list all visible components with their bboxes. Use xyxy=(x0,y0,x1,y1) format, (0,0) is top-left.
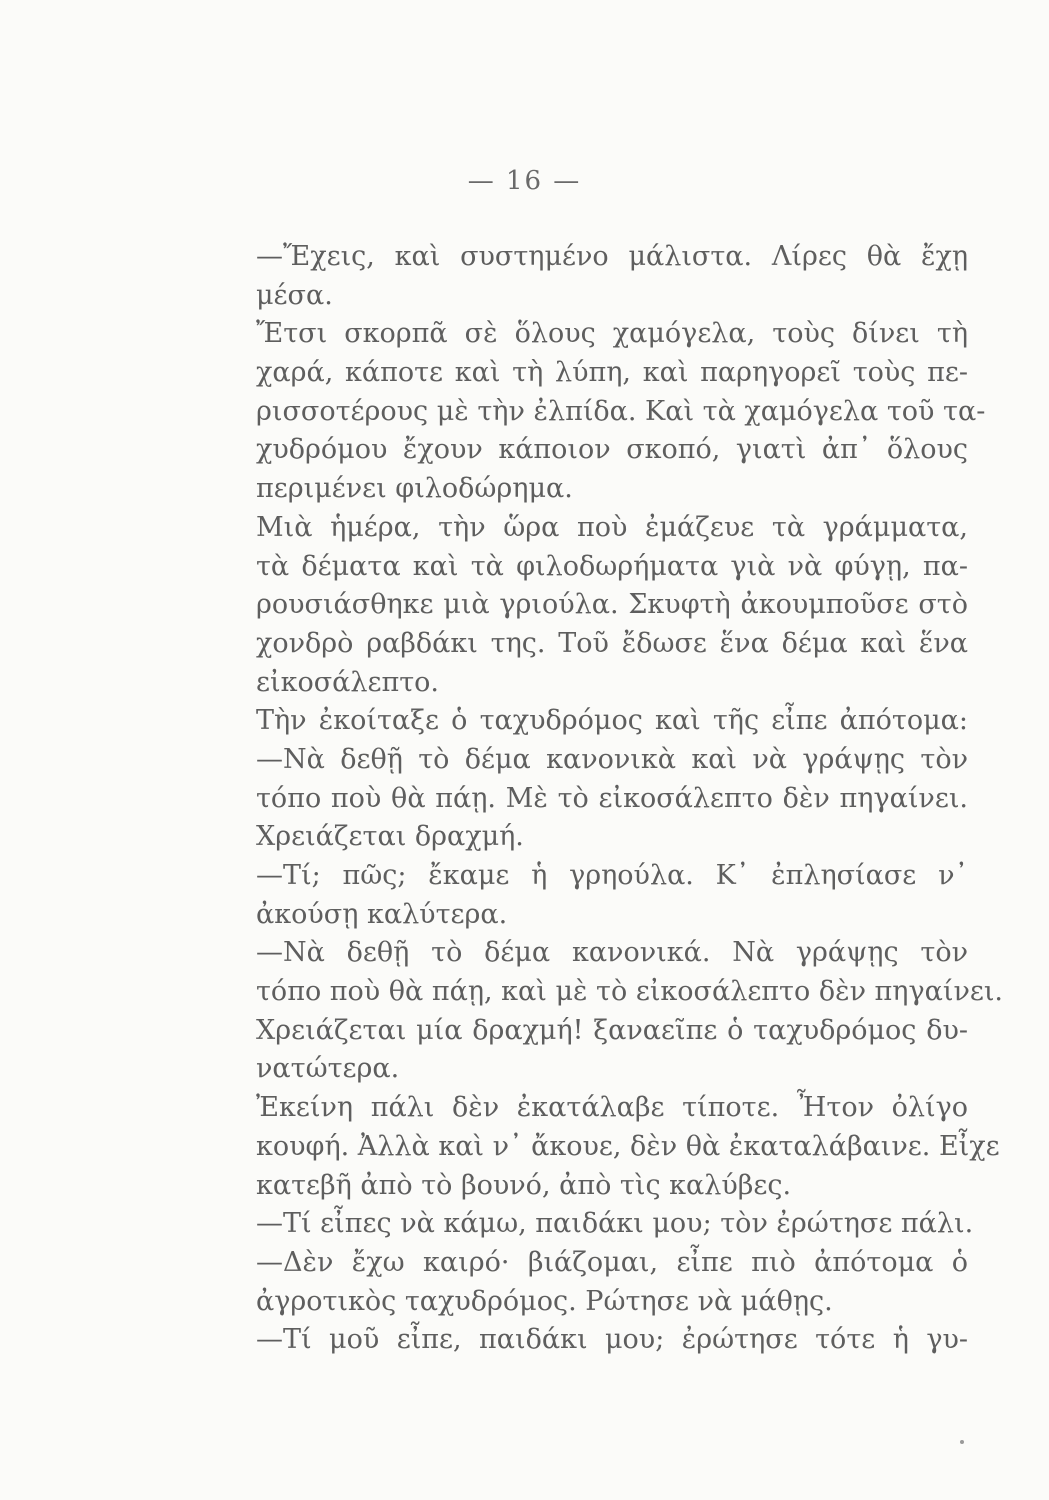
text-line: Μιὰ ἡμέρα, τὴν ὥρα ποὺ ἐμάζευε τὰ γράμματα, xyxy=(256,511,968,543)
text-line: τόπο ποὺ θὰ πάῃ. Μὲ τὸ εἰκοσάλεπτο δὲν πηγαίνει. xyxy=(256,782,968,814)
page-number: — 16 — xyxy=(467,166,582,196)
text-line: —Νὰ δεθῇ τὸ δέμα κανονικά. Νὰ γράψῃς τὸν xyxy=(256,937,968,969)
scan-speck xyxy=(960,1440,964,1444)
text-line: —Τί μοῦ εἶπε, παιδάκι μου; ἐρώτησε τότε ἡ γυ- xyxy=(256,1324,968,1356)
body-text xyxy=(256,238,1004,1360)
text-line: χονδρὸ ραβδάκι της. Τοῦ ἔδωσε ἕνα δέμα καὶ ἕνα xyxy=(256,627,968,659)
text-line: Ἐκείνη πάλι δὲν ἐκατάλαβε τίποτε. Ἦτον ὀλίγο xyxy=(256,1092,968,1124)
text-line: τόπο ποὺ θὰ πάῃ, καὶ μὲ τὸ εἰκοσάλεπτο δὲν πηγαίνει. xyxy=(256,976,1004,1008)
text-line: ρουσιάσθηκε μιὰ γριούλα. Σκυφτὴ ἀκουμποῦσε στὸ xyxy=(256,589,968,621)
text-line: —Δὲν ἔχω καιρό· βιάζομαι, εἶπε πιὸ ἀπότομα ὁ xyxy=(256,1246,968,1278)
text-line: εἰκοσάλεπτο. xyxy=(256,666,439,698)
text-line: νατώτερα. xyxy=(256,1053,400,1085)
text-line: χαρά, κάποτε καὶ τὴ λύπη, καὶ παρηγορεῖ τοὺς πε- xyxy=(256,357,968,389)
text-line: ἀκούσῃ καλύτερα. xyxy=(256,898,508,930)
text-line: Χρειάζεται μία δραχμή! ξαναεῖπε ὁ ταχυδρόμος δυ- xyxy=(256,1014,968,1046)
text-line: —Τί εἶπες νὰ κάμω, παιδάκι μου; τὸν ἐρώτησε πάλι. xyxy=(256,1208,974,1240)
text-line: —Ἔχεις, καὶ συστημένο μάλιστα. Λίρες θὰ ἔχῃ xyxy=(256,241,968,272)
text-line: Τὴν ἐκοίταξε ὁ ταχυδρόμος καὶ τῆς εἶπε ἀπότομα: xyxy=(256,705,968,737)
text-line: —Τί; πῶς; ἔκαμε ἡ γρηούλα. Κ᾽ ἐπλησίασε ν᾽ xyxy=(256,860,968,891)
text-line: Χρειάζεται δραχμή. xyxy=(256,821,524,853)
text-line: κουφή. Ἀλλὰ καὶ ν᾽ ἄκουε, δὲν θὰ ἐκαταλάβαινε. Εἶχε xyxy=(256,1130,1000,1162)
text-line: περιμένει φιλοδώρημα. xyxy=(256,473,573,505)
text-line: ἀγροτικὸς ταχυδρόμος. Ρώτησε νὰ μάθῃς. xyxy=(256,1285,833,1317)
text-line: ρισσοτέρους μὲ τὴν ἐλπίδα. Καὶ τὰ χαμόγελα τοῦ τα- xyxy=(256,395,986,427)
text-line: —Νὰ δεθῇ τὸ δέμα κανονικὰ καὶ νὰ γράψῃς τὸν xyxy=(256,743,968,775)
text-line: τὰ δέματα καὶ τὰ φιλοδωρήματα γιὰ νὰ φύγῃ, πα- xyxy=(256,550,968,582)
text-line: κατεβῆ ἀπὸ τὸ βουνό, ἀπὸ τὶς καλύβες. xyxy=(256,1169,792,1201)
text-line: χυδρόμου ἔχουν κάποιον σκοπό, γιατὶ ἀπ᾽ ὅλους xyxy=(256,434,968,466)
text-line: Ἔτσι σκορπᾶ σὲ ὅλους χαμόγελα, τοὺς δίνει τὴ xyxy=(256,318,968,350)
text-line: μέσα. xyxy=(256,279,333,311)
